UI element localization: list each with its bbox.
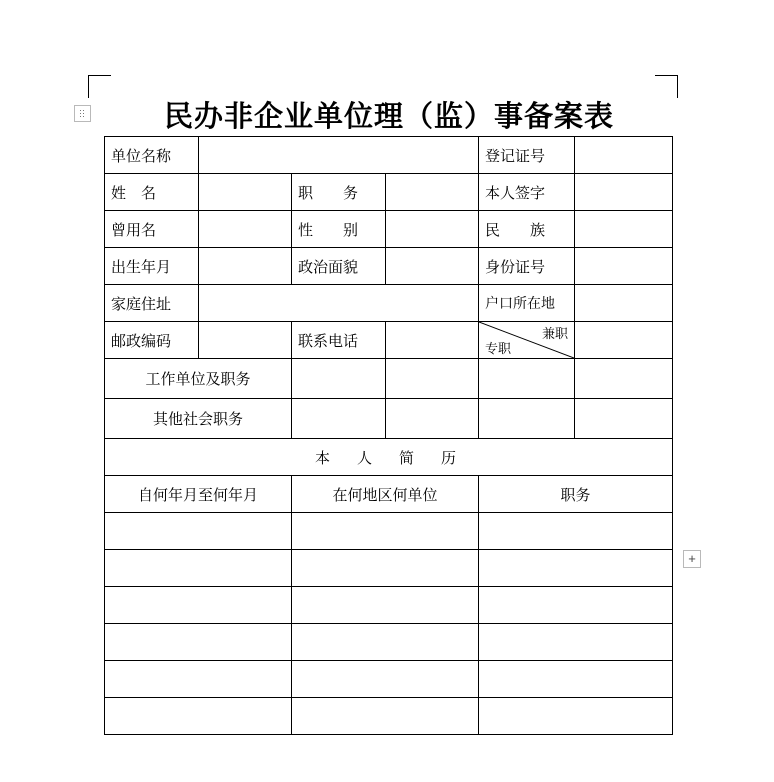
table-row xyxy=(105,285,673,322)
resume-cell-period[interactable] xyxy=(105,661,292,698)
field-value-birth-date[interactable] xyxy=(199,248,292,285)
field-value-work-unit-1[interactable] xyxy=(292,359,386,399)
field-value-work-unit-3[interactable] xyxy=(479,359,575,399)
resume-cell-place[interactable] xyxy=(292,550,479,587)
table-row xyxy=(105,174,673,211)
resume-cell-place[interactable] xyxy=(292,513,479,550)
field-label-home-address: 家庭住址 xyxy=(105,285,199,322)
field-value-work-unit-2[interactable] xyxy=(386,359,479,399)
resume-header-period: 自何年月至何年月 xyxy=(105,476,292,513)
table-row xyxy=(105,399,673,439)
add-row-button[interactable]: + xyxy=(683,550,701,568)
resume-cell-place[interactable] xyxy=(292,661,479,698)
field-label-other-social-positions: 其他社会职务 xyxy=(105,399,292,439)
table-row xyxy=(105,248,673,285)
field-value-employment-type[interactable] xyxy=(575,322,673,359)
field-value-position[interactable] xyxy=(386,174,479,211)
field-label-work-unit-position: 工作单位及职务 xyxy=(105,359,292,399)
field-label-former-name: 曾用名 xyxy=(105,211,199,248)
field-value-household-location[interactable] xyxy=(575,285,673,322)
field-value-ethnicity[interactable] xyxy=(575,211,673,248)
field-value-registration-number[interactable] xyxy=(575,137,673,174)
field-label-political-status: 政治面貌 xyxy=(292,248,386,285)
resume-cell-position[interactable] xyxy=(479,587,673,624)
field-value-phone[interactable] xyxy=(386,322,479,359)
resume-cell-period[interactable] xyxy=(105,513,292,550)
field-label-employment-type xyxy=(479,322,575,359)
field-label-signature: 本人签字 xyxy=(479,174,575,211)
employment-type-part-time-label: 兼职 xyxy=(542,326,569,341)
table-row xyxy=(105,661,673,698)
table-row xyxy=(105,211,673,248)
resume-cell-position[interactable] xyxy=(479,550,673,587)
resume-cell-position[interactable] xyxy=(479,698,673,735)
field-value-other-social-1[interactable] xyxy=(292,399,386,439)
section-title-resume: 本 人 简 历 xyxy=(105,439,673,476)
resume-cell-period[interactable] xyxy=(105,624,292,661)
table-row xyxy=(105,439,673,476)
drag-dots-icon xyxy=(79,109,86,118)
drag-handle-icon[interactable] xyxy=(74,105,91,122)
field-value-postal-code[interactable] xyxy=(199,322,292,359)
field-label-household-location: 户口所在地 xyxy=(479,285,575,322)
field-value-political-status[interactable] xyxy=(386,248,479,285)
field-label-postal-code: 邮政编码 xyxy=(105,322,199,359)
field-value-unit-name[interactable] xyxy=(199,137,479,174)
field-label-ethnicity: 民 族 xyxy=(479,211,575,248)
table-row xyxy=(105,624,673,661)
table-row xyxy=(105,359,673,399)
field-value-other-social-4[interactable] xyxy=(575,399,673,439)
field-value-former-name[interactable] xyxy=(199,211,292,248)
resume-cell-position[interactable] xyxy=(479,661,673,698)
field-label-unit-name: 单位名称 xyxy=(105,137,199,174)
field-value-other-social-3[interactable] xyxy=(479,399,575,439)
field-value-signature[interactable] xyxy=(575,174,673,211)
field-value-work-unit-4[interactable] xyxy=(575,359,673,399)
page-title: 民办非企业单位理（监）事备案表 xyxy=(163,101,614,133)
table-row xyxy=(105,550,673,587)
employment-type-full-time-label: 专职 xyxy=(485,341,512,356)
field-value-other-social-2[interactable] xyxy=(386,399,479,439)
table-row xyxy=(105,587,673,624)
field-value-gender[interactable] xyxy=(386,211,479,248)
field-label-phone: 联系电话 xyxy=(292,322,386,359)
field-label-name: 姓 名 xyxy=(105,174,199,211)
field-value-home-address[interactable] xyxy=(199,285,479,322)
table-row xyxy=(105,513,673,550)
field-label-id-number: 身份证号 xyxy=(479,248,575,285)
field-label-gender: 性 别 xyxy=(292,211,386,248)
resume-cell-place[interactable] xyxy=(292,698,479,735)
resume-header-position: 职务 xyxy=(479,476,673,513)
resume-header-place: 在何地区何单位 xyxy=(292,476,479,513)
resume-cell-period[interactable] xyxy=(105,698,292,735)
field-value-id-number[interactable] xyxy=(575,248,673,285)
table-row xyxy=(105,322,673,359)
table-row xyxy=(105,698,673,735)
resume-cell-period[interactable] xyxy=(105,587,292,624)
resume-cell-place[interactable] xyxy=(292,624,479,661)
resume-cell-position[interactable] xyxy=(479,624,673,661)
field-value-name[interactable] xyxy=(199,174,292,211)
resume-cell-position[interactable] xyxy=(479,513,673,550)
field-label-position: 职 务 xyxy=(292,174,386,211)
table-row xyxy=(105,137,673,174)
field-label-birth-date: 出生年月 xyxy=(105,248,199,285)
resume-cell-place[interactable] xyxy=(292,587,479,624)
registration-form-table xyxy=(104,136,673,735)
resume-cell-period[interactable] xyxy=(105,550,292,587)
field-label-registration-number: 登记证号 xyxy=(479,137,575,174)
table-row xyxy=(105,476,673,513)
